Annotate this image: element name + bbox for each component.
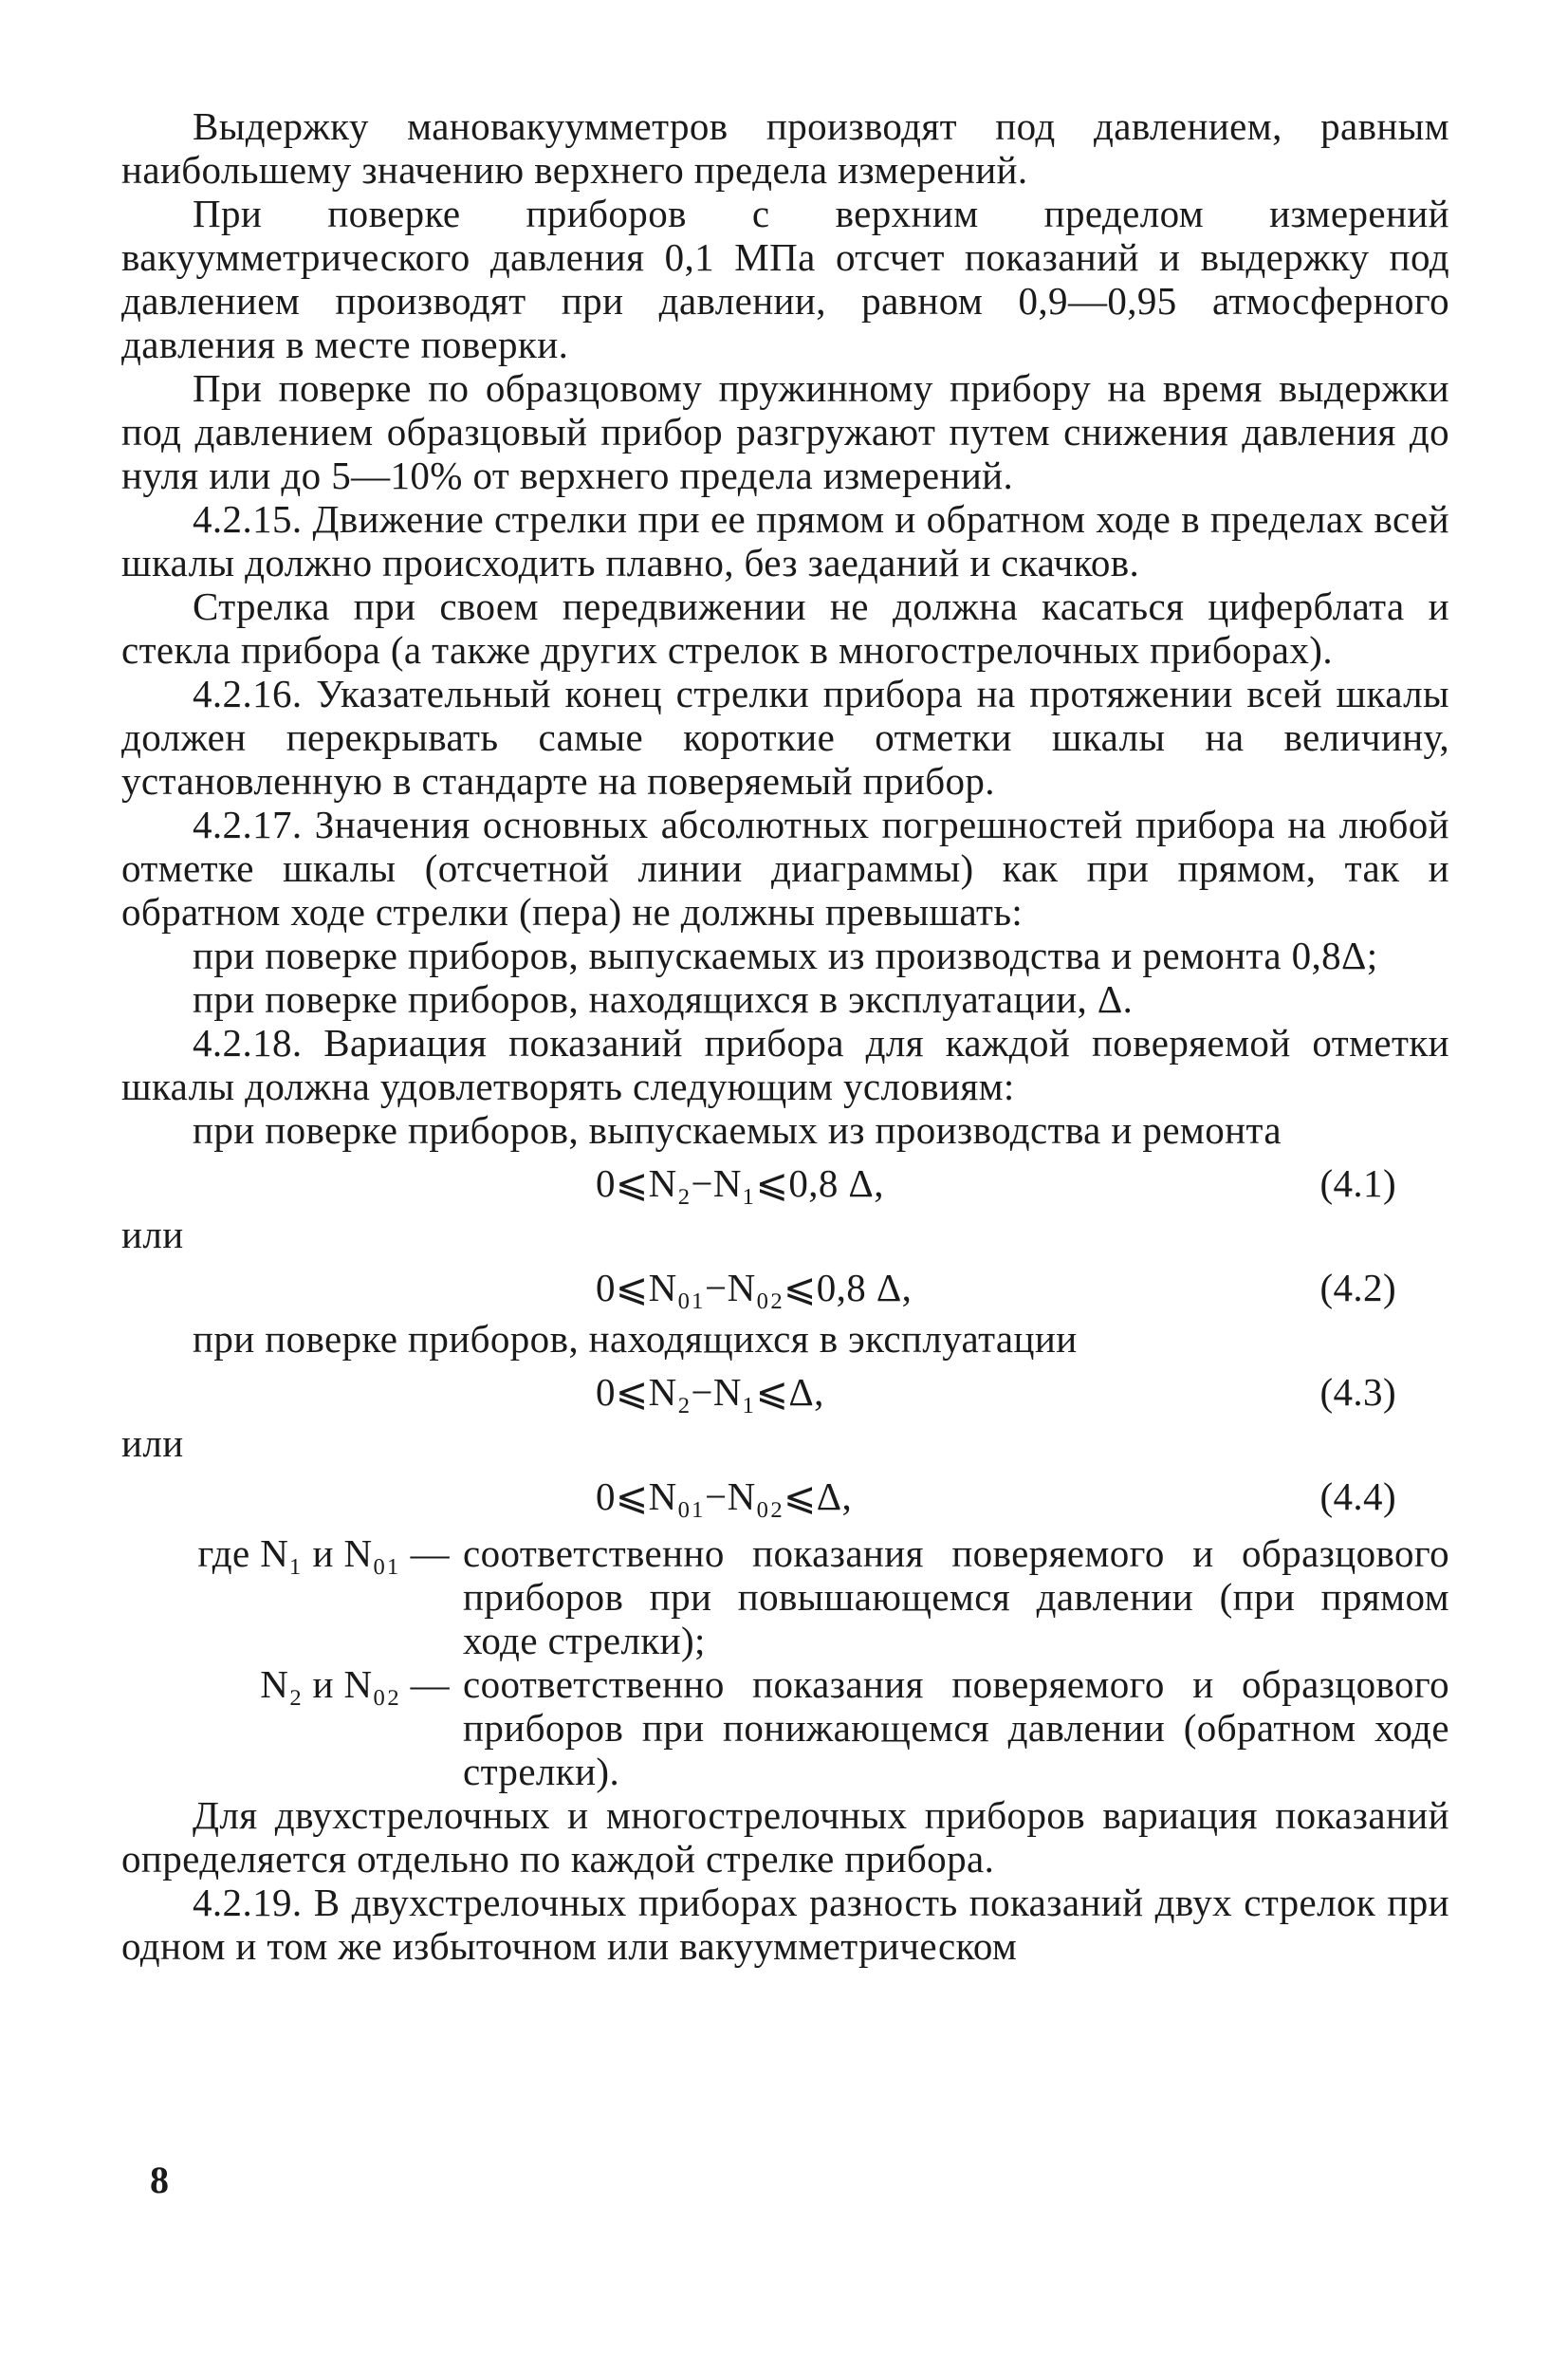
symbol-definitions [121,1531,1449,1793]
equation-formula: 0⩽N₂−N₁⩽0,8 Δ, [596,1161,884,1205]
paragraph: Для двухстрелочных и многострелочных приборов вариация показаний определяется отдельно по каждой стрелке прибора. [121,1793,1449,1881]
paragraph: Выдержку мановакуумметров производят под давлением, равным наибольшему значению верхнего предела измерений. [121,104,1449,192]
equation-4-4 [121,1465,1449,1526]
definition-symbols: N₂ и N₀₂ — [260,1662,450,1706]
paragraph: при поверке приборов, находящихся в эксплуатации, Δ. [193,977,1134,1021]
paragraph: 4.2.16. Указательный конец стрелки прибора на протяжении всей шкалы должен перекрывать самые короткие отметки шкалы на величину, установленную в стандарте на поверяемый прибор. [121,672,1449,803]
definition-text: соответственно показания поверяемого и образцового приборов при понижающемся давлении (обратном ходе стрелки). [463,1662,1449,1793]
equation-formula: 0⩽N₀₁−N₀₂⩽0,8 Δ, [596,1266,913,1309]
equation-4-3 [121,1361,1449,1421]
equation-number: (4.2) [1319,1266,1396,1309]
paragraph: при поверке приборов, выпускаемых из производства и ремонта 0,8Δ; [193,934,1378,977]
connector-word: или [121,1213,184,1256]
connector-word: или [121,1421,184,1465]
paragraph: 4.2.15. Движение стрелки при ее прямом и обратном ходе в пределах всей шкалы должно происходить плавно, без заеданий и скачков. [121,497,1449,584]
equation-4-2 [121,1256,1449,1317]
equation-4-1 [121,1152,1449,1213]
equation-formula: 0⩽N₂−N₁⩽Δ, [596,1370,824,1414]
definition-row [121,1531,1449,1662]
definition-symbols: где N₁ и N₀₁ — [197,1531,450,1575]
paragraph: При поверке приборов с верхним пределом измерений вакуумметрического давления 0,1 МПа отсчет показаний и выдержку под давлением производят при давлении, равном 0,9—0,95 атмосферного давления в месте поверки. [121,192,1449,366]
paragraph: 4.2.17. Значения основных абсолютных погрешностей прибора на любой отметке шкалы (отсчетной линии диаграммы) как при прямом, так и обратном ходе стрелки (пера) не должны превышать: [121,803,1449,934]
paragraph: При поверке по образцовому пружинному прибору на время выдержки под давлением образцовый прибор разгружают путем снижения давления до нуля или до 5—10% от верхнего предела измерений. [121,366,1449,497]
page-number: 8 [150,2159,169,2201]
paragraph: Стрелка при своем передвижении не должна касаться циферблата и стекла прибора (а также других стрелок в многострелочных приборах). [121,584,1449,672]
equation-number: (4.1) [1319,1161,1396,1205]
definition-text: соответственно показания поверяемого и образцового приборов при повышающемся давлении (при прямом ходе стрелки); [463,1531,1449,1662]
paragraph: при поверке приборов, находящихся в эксплуатации [193,1317,1078,1361]
equation-number: (4.3) [1319,1370,1396,1414]
paragraph: 4.2.18. Вариация показаний прибора для каждой поверяемой отметки шкалы должна удовлетворять следующим условиям: [121,1021,1449,1108]
definition-row [121,1662,1449,1793]
paragraph: 4.2.19. В двухстрелочных приборах разность показаний двух стрелок при одном и том же избыточном или вакуумметрическом [121,1881,1449,1968]
page-body [121,104,1449,1968]
paragraph: при поверке приборов, выпускаемых из производства и ремонта [193,1108,1282,1152]
equation-formula: 0⩽N₀₁−N₀₂⩽Δ, [596,1474,853,1518]
equation-number: (4.4) [1319,1474,1396,1518]
